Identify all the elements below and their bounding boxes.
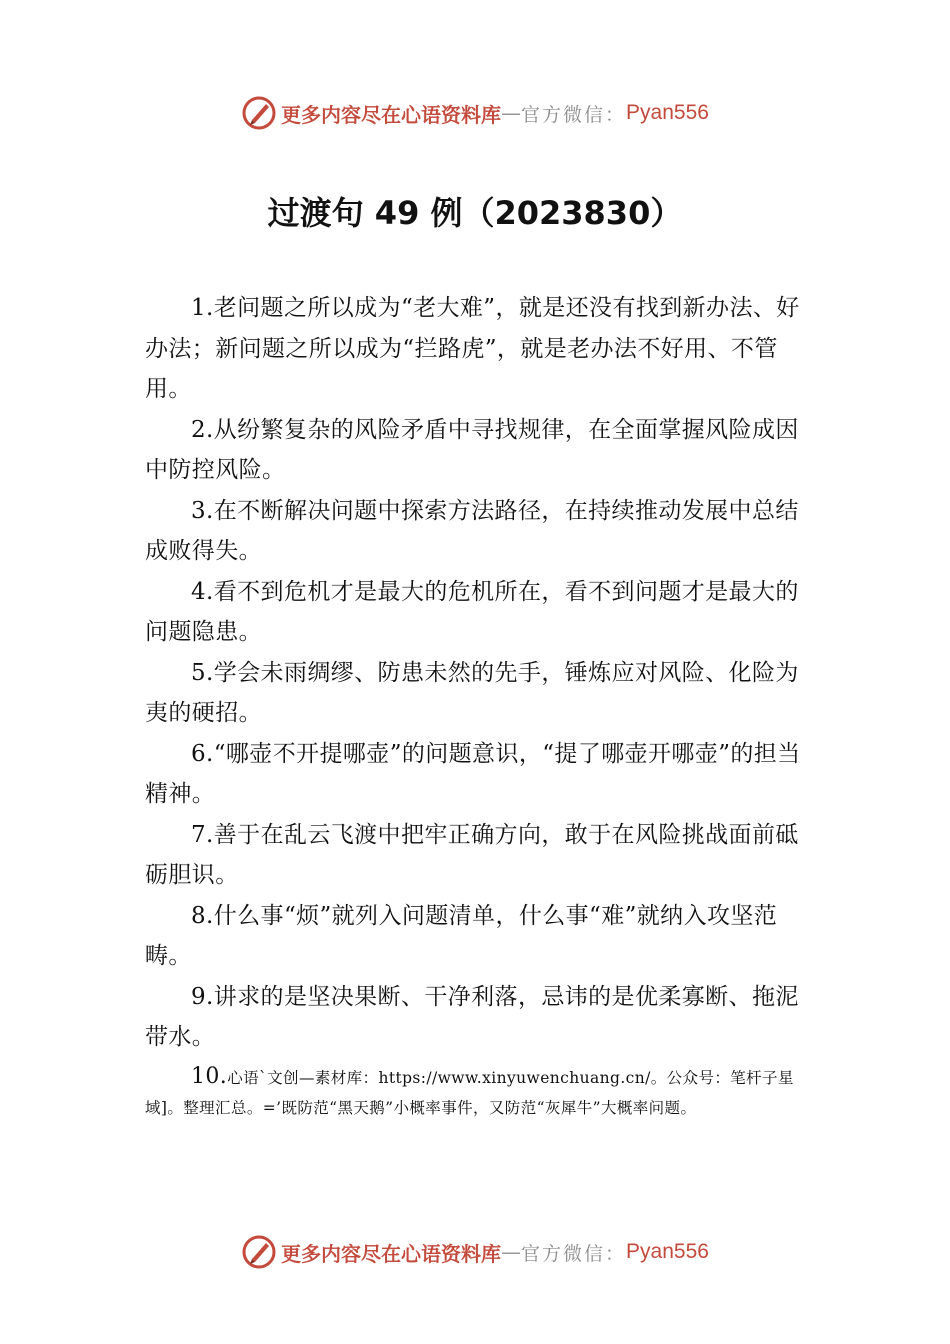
banner-text: 更多内容尽在心语资料库 [281,102,502,127]
banner-wechat-id: Pyan556 [626,101,709,124]
footer-banner [0,1232,950,1272]
list-item: 5.学会未雨绸缪、防患未然的先手，锤炼应对风险、化险为夷的硬招。 [145,659,799,726]
list-item: 6.“哪壶不开提哪壶”的问题意识，“提了哪壶开哪壶”的担当精神。 [145,740,801,807]
banner-wechat-label: 官方微信： [521,103,627,126]
header-banner [0,93,950,133]
list-item: 3.在不断解决问题中探索方法路径，在持续推动发展中总结成败得失。 [145,497,799,564]
pen-logo-icon [241,95,277,131]
banner-wechat-label: 官方微信： [521,1242,627,1265]
list-item: 7.善于在乱云飞渡中把牢正确方向，敢于在风险挑战面前砥砺胆识。 [145,821,799,888]
banner-text: 更多内容尽在心语资料库 [281,1241,502,1266]
document-body [145,288,810,1123]
banner-separator: — [501,101,522,125]
list-item: 1.老问题之所以成为“老大难”，就是还没有找到新办法、好办法；新问题之所以成为“拦路虎”，就是老办法不好用、不管用。 [145,295,800,402]
banner-separator: — [501,1240,522,1264]
list-item-number: 10. [191,1063,228,1089]
list-item: 9.讲求的是坚决果断、干净利落，忌讳的是优柔寡断、拖泥带水。 [145,983,799,1050]
pen-logo-icon [241,1234,277,1270]
list-item: 2.从纷繁复杂的风险矛盾中寻找规律，在全面掌握风险成因中防控风险。 [145,416,799,483]
list-item: 4.看不到危机才是最大的危机所在，看不到问题才是最大的问题隐患。 [145,578,799,645]
banner-wechat-id: Pyan556 [626,1240,709,1263]
list-item-10 [145,1062,810,1123]
page-title: 过渡句 49 例（2023830） [267,194,683,232]
list-item-text: 心语`文创—素材库：https://www.xinyuwenchuang.cn/。公众号：笔杆子星域]。整理汇总。=’既防范“黑天鹅”小概率事件，又防范“灰犀牛”大概率问题。 [145,1068,794,1117]
list-item: 8.什么事“烦”就列入问题清单，什么事“难”就纳入攻坚范畴。 [145,902,778,969]
